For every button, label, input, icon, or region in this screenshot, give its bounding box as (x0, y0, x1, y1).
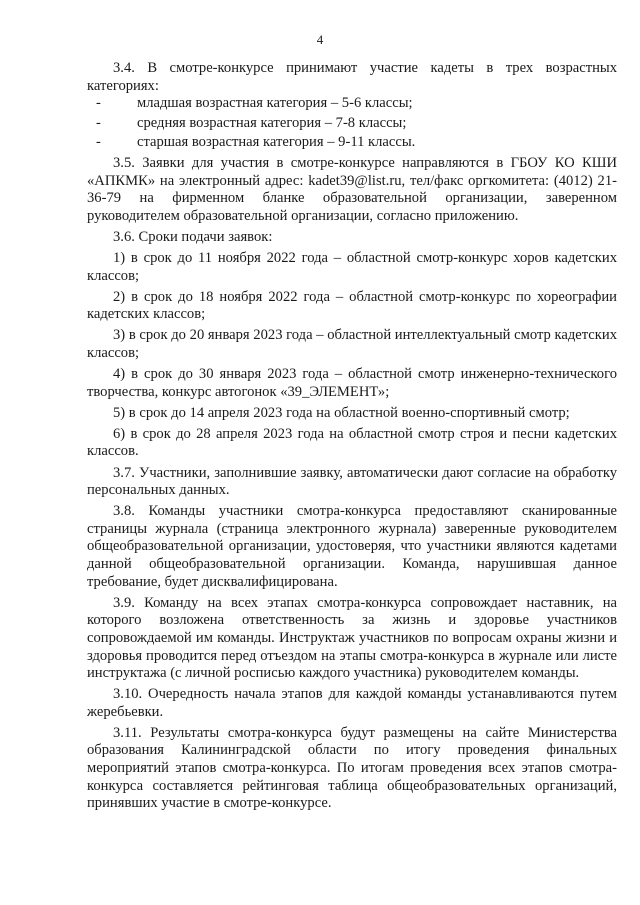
deadline-item: 1) в срок до 11 ноября 2022 года – областной смотр-конкурс хоров кадетских классов; (87, 250, 617, 284)
list-item (87, 95, 617, 113)
deadline-item: 2) в срок до 18 ноября 2022 года – областной смотр-конкурс по хореографии кадетских классов; (87, 288, 617, 323)
list-marker: - (96, 133, 101, 150)
deadline-item: 6) в срок до 28 апреля 2023 года на областной смотр строя и песни кадетских классов. (87, 425, 617, 460)
section-3-8: 3.8. Команды участники смотра-конкурса предоставляют сканированные страницы журнала (страница электронного журнала) заверенные руководителем общеобразовательной организации, удостоверяя, что участники являются кадетами данной общеобразовательной организации. Команда, нарушившая данное требование, будет дисквалифицирована. (87, 503, 617, 590)
list-item (87, 134, 617, 152)
list-item-text: младшая возрастная категория – 5-6 классы; (137, 95, 413, 112)
deadline-item: 3) в срок до 20 января 2023 года – областной интеллектуальный смотр кадетских классов; (87, 327, 617, 361)
section-3-9: 3.9. Команду на всех этапах смотра-конкурса сопровождает наставник, на которого возложена ответственность за жизнь и здоровье участников сопровождаемой им команды. Инструктаж участников по вопросам охраны жизни и здоровья проводится перед отъездом на этапы смотра-конкурса в журнале или листе инструктажа (с личной росписью каждого участника) руководителем команды. (87, 594, 617, 682)
section-3-11: 3.11. Результаты смотра-конкурса будут размещены на сайте Министерства образования Калининградской области по итогу проведения финальных мероприятий этапов смотра-конкурса. По итогам проведения всех этапов смотра-конкурса составляется рейтинговая таблица общеобразовательных организаций, принявших участие в смотре-конкурсе. (87, 724, 617, 812)
list-item (87, 115, 617, 133)
age-categories-list (87, 95, 617, 151)
page-number: 4 (316, 32, 324, 47)
list-marker: - (96, 95, 101, 112)
section-3-4: 3.4. В смотре-конкурсе принимают участие кадеты в трех возрастных категориях: (87, 60, 617, 94)
list-item-text: средняя возрастная категория – 7-8 классы; (137, 114, 407, 131)
section-3-5: 3.5. Заявки для участия в смотре-конкурсе направляются в ГБОУ КО КШИ «АПКМК» на электронный адрес: kadet39@list.ru, тел/факс оргкомитета: (4012) 21-36-79 на фирменном бланке образовательной организации, заверенном руководителем образовательной организации, согласно приложению. (87, 155, 617, 224)
document-body (87, 60, 617, 816)
section-3-7: 3.7. Участники, заполнившие заявку, автоматически дают согласие на обработку персональных данных. (87, 464, 617, 499)
deadline-item: 4) в срок до 30 января 2023 года – областной смотр инженерно-технического творчества, конкурс автогонок «39_ЭЛЕМЕНТ»; (87, 366, 617, 400)
deadline-item: 5) в срок до 14 апреля 2023 года на областной военно-спортивный смотр; (113, 404, 570, 421)
section-3-6-title: 3.6. Сроки подачи заявок: (113, 228, 273, 245)
section-3-10: 3.10. Очередность начала этапов для каждой команды устанавливаются путем жеребьевки. (87, 686, 617, 720)
list-item-text: старшая возрастная категория – 9-11 классы. (137, 133, 416, 150)
list-marker: - (96, 114, 101, 131)
